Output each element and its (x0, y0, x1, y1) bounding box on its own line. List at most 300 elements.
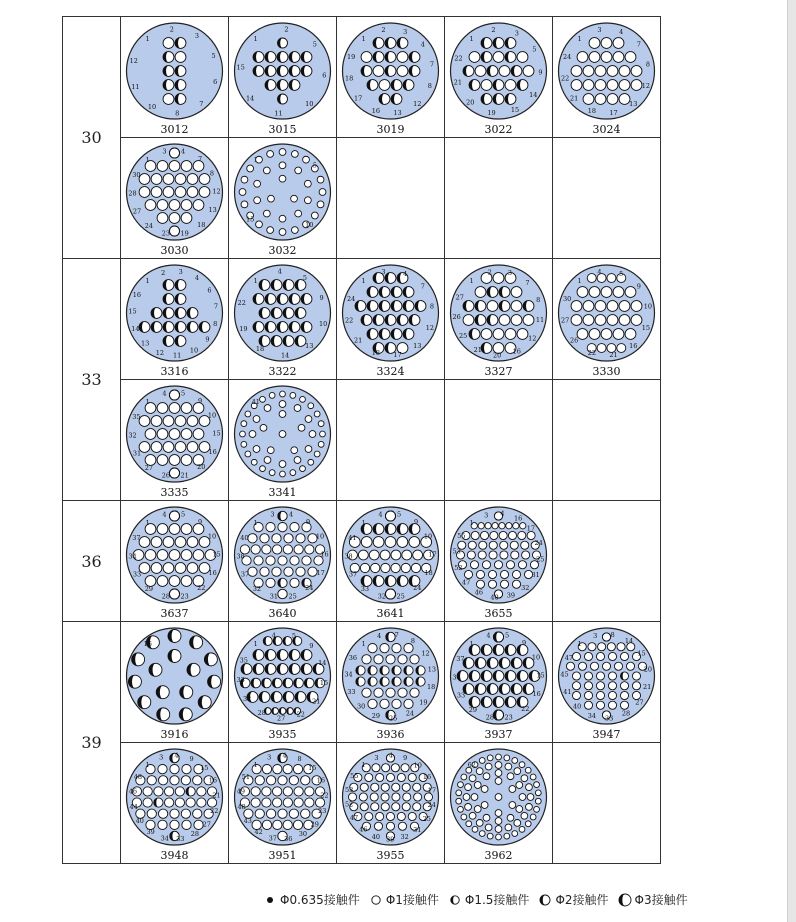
contact-number: 7 (636, 40, 641, 49)
contact-number: 21 (569, 94, 579, 103)
contact-number: 15 (245, 215, 255, 224)
contact (175, 294, 186, 305)
contact (163, 442, 174, 453)
contact (187, 416, 198, 427)
contact-number: 14 (624, 637, 634, 646)
connector-row (63, 259, 661, 380)
contact-number: 24 (346, 294, 356, 303)
contact (516, 806, 523, 813)
contact (301, 52, 312, 63)
contact (265, 664, 276, 675)
contact-number: 24 (413, 583, 422, 592)
connector-cell (337, 259, 445, 380)
contact-number: 24 (305, 583, 314, 592)
contact (471, 794, 478, 801)
contact (267, 151, 274, 158)
contact (397, 315, 408, 326)
contact-number: 10 (305, 220, 314, 229)
contact (283, 308, 294, 319)
contact-number: 16 (371, 106, 381, 115)
contact (577, 52, 588, 63)
contact (481, 786, 488, 793)
contact-number: 1 (361, 519, 366, 528)
contact (474, 782, 481, 789)
connector-face (235, 507, 331, 603)
contact (379, 287, 390, 298)
contact (193, 550, 204, 561)
contact-number: 3 (484, 511, 489, 520)
contact-number: 25 (396, 592, 405, 601)
contact (245, 451, 251, 457)
contact (373, 315, 384, 326)
contact-number: 9 (522, 639, 527, 648)
contact (368, 699, 377, 708)
contact (404, 677, 413, 686)
contact (505, 697, 516, 708)
contact-number: 4 (174, 751, 179, 760)
contact (308, 459, 314, 465)
contact (601, 52, 612, 63)
contact (499, 684, 510, 695)
contact (530, 774, 536, 780)
contact (284, 567, 293, 576)
empty-cell (553, 380, 661, 501)
contact-number: 9 (309, 642, 314, 651)
contact (619, 301, 630, 312)
contact-number: 40 (371, 832, 381, 841)
contact-number: 45 (560, 670, 569, 679)
contact (239, 189, 246, 196)
contact-number: 31 (413, 825, 422, 834)
contact-number: 1 (469, 277, 474, 286)
contact (187, 442, 198, 453)
contact (158, 820, 167, 829)
contact (254, 197, 261, 204)
contact (584, 672, 592, 680)
contact (469, 329, 480, 340)
contact-number: 46 (128, 787, 138, 796)
contact (505, 645, 516, 656)
contact-number: 21 (212, 791, 221, 800)
contact (277, 322, 288, 333)
contact (478, 523, 484, 529)
contact (169, 200, 180, 211)
contact (267, 447, 274, 454)
contact (476, 819, 483, 826)
contact (631, 80, 642, 91)
contact (169, 550, 180, 561)
contact (495, 762, 502, 769)
contact (495, 778, 502, 785)
contact (143, 787, 152, 796)
contact-number: 39 (506, 591, 515, 600)
contact-number: 17 (393, 350, 402, 359)
contact (493, 697, 504, 708)
contact (362, 655, 371, 664)
contact (291, 227, 298, 234)
contact (181, 776, 190, 785)
connector-3937 (445, 622, 552, 742)
legend (263, 891, 697, 908)
contact (303, 156, 310, 163)
contact-number: 9 (636, 282, 641, 291)
contact (487, 833, 493, 839)
contact (290, 392, 296, 398)
contact (289, 52, 300, 63)
contact (566, 662, 574, 670)
contact (411, 563, 420, 572)
part-number: 3330 (592, 365, 621, 378)
shell-size-label: 30 (81, 128, 102, 147)
contact (481, 343, 492, 354)
contact-number: 42 (254, 828, 263, 837)
contact (193, 776, 202, 785)
contact-number: 11 (535, 315, 545, 324)
contact (479, 831, 485, 837)
contact (512, 831, 518, 837)
contact (169, 455, 180, 466)
contact (495, 810, 502, 817)
contact (518, 561, 526, 569)
contact-number: 33 (456, 691, 466, 700)
contact (277, 664, 288, 675)
contact-number: 16 (208, 776, 218, 785)
contact-number: 3 (593, 632, 598, 641)
contact-number: 13 (208, 206, 217, 215)
contact (534, 806, 540, 812)
contact-number: 32 (521, 583, 530, 592)
contact (273, 765, 282, 774)
contact (283, 820, 292, 829)
contact (475, 287, 486, 298)
contact (260, 567, 269, 576)
contact (372, 764, 380, 772)
contact (260, 424, 267, 431)
contact (240, 431, 246, 437)
contact-number: 18 (255, 344, 265, 353)
contact (254, 556, 263, 565)
contact (187, 308, 198, 319)
contact (301, 776, 310, 785)
contact (290, 556, 299, 565)
contact-number: 11 (131, 82, 140, 91)
shell-size (63, 501, 121, 622)
contact (487, 287, 498, 298)
contact (385, 273, 396, 284)
contact-number: 7 (525, 279, 530, 288)
contact-number: 36 (348, 653, 358, 662)
contact-number: 16 (514, 514, 523, 523)
connector-row (63, 380, 661, 501)
contact-number: 14 (318, 658, 327, 667)
contact (163, 416, 174, 427)
contact (479, 758, 485, 764)
contact (265, 650, 276, 661)
contact (525, 821, 531, 827)
contact (402, 803, 410, 811)
contact (158, 776, 167, 785)
contact (157, 429, 168, 440)
contact (534, 782, 540, 788)
contact (253, 446, 260, 453)
contact-number: 28 (161, 592, 171, 601)
contact (608, 701, 616, 709)
contact (193, 429, 204, 440)
contact (359, 793, 367, 801)
contact-number: 47 (564, 653, 574, 662)
contact (376, 773, 384, 781)
contact (175, 563, 186, 574)
contact (169, 429, 180, 440)
contact (398, 688, 407, 697)
contact (380, 677, 389, 686)
contact-number: 7 (199, 99, 204, 108)
contact (391, 550, 401, 560)
contact (170, 820, 179, 829)
contact (607, 643, 615, 651)
contact-number: 1 (577, 277, 582, 286)
contact (494, 632, 504, 642)
contact (521, 775, 528, 782)
contact-number: 52 (344, 800, 354, 809)
contact (193, 200, 204, 211)
contact (499, 523, 505, 529)
contact (190, 636, 203, 649)
contact (272, 545, 281, 554)
contact (519, 826, 525, 832)
contact-number: 27 (455, 293, 464, 302)
contact (302, 556, 311, 565)
contact-number: 2 (161, 269, 166, 278)
contact (151, 416, 162, 427)
contact (475, 315, 486, 326)
contact (271, 336, 282, 347)
contact (505, 824, 512, 831)
contact-number: 7 (213, 302, 218, 311)
contact-number: 34 (587, 711, 597, 720)
contact (157, 200, 168, 211)
contact-number: 22 (560, 74, 570, 83)
contact (373, 66, 384, 77)
contact-number: 12 (155, 348, 165, 357)
contact (386, 589, 396, 599)
contact (597, 344, 606, 353)
contact-number: 16 (143, 640, 152, 649)
contact (197, 787, 206, 796)
connector-cell (121, 622, 229, 743)
contact (175, 80, 186, 91)
legend-contact (372, 895, 380, 903)
contact (625, 287, 636, 298)
contact (147, 809, 156, 818)
connector-3022 (445, 17, 552, 137)
contact (374, 655, 383, 664)
contact-number: 30 (132, 170, 141, 179)
contact (296, 567, 305, 576)
contact (279, 175, 286, 182)
contact (583, 301, 594, 312)
contact (181, 576, 192, 587)
contact (163, 322, 174, 333)
contact (151, 322, 162, 333)
contact (571, 301, 582, 312)
contact (251, 787, 260, 796)
contact-number: 33 (347, 687, 356, 696)
connector-cell (445, 17, 553, 138)
contact (608, 691, 616, 699)
contact (496, 834, 502, 840)
contact (355, 301, 366, 312)
contact (157, 213, 168, 224)
contact (287, 708, 294, 715)
contact (380, 666, 389, 675)
contact (163, 336, 174, 347)
connector-cell (445, 622, 553, 743)
contact (404, 699, 413, 708)
contact (505, 80, 516, 91)
contact (506, 561, 514, 569)
contact-number: 27 (144, 463, 154, 472)
contact (368, 677, 377, 686)
contact (262, 820, 271, 829)
contact (499, 66, 510, 77)
contact-number: 7 (394, 630, 399, 639)
contact (199, 187, 210, 198)
contact (262, 678, 272, 688)
connector-cell (229, 259, 337, 380)
contact-number: 1 (253, 156, 258, 165)
contact (253, 650, 264, 661)
contact (613, 52, 624, 63)
part-number: 3030 (160, 244, 189, 257)
contact-number: 4 (619, 28, 624, 37)
contact (392, 666, 401, 675)
contact-number: 11 (274, 109, 283, 118)
contact (465, 784, 472, 791)
contact-number: 5 (181, 389, 186, 398)
contact (164, 798, 173, 807)
contact (397, 576, 408, 587)
contact-number: 23 (161, 229, 171, 238)
contact (409, 537, 420, 548)
contact (481, 697, 492, 708)
contact-number: 8 (427, 82, 432, 91)
contact (397, 38, 408, 49)
contact (283, 678, 293, 688)
contact-number: 5 (505, 631, 510, 640)
contact (499, 315, 510, 326)
contact-number: 25 (422, 814, 431, 823)
contact (293, 765, 302, 774)
contact (187, 537, 198, 548)
contact (255, 809, 264, 818)
contact (488, 580, 496, 588)
connector-cell (229, 138, 337, 259)
contact-number: 3 (597, 26, 602, 35)
contact-number: 2 (491, 25, 496, 34)
contact (608, 652, 616, 660)
contact-number: 26 (161, 471, 171, 480)
contact (381, 783, 389, 791)
contact (413, 803, 421, 811)
contact (583, 315, 594, 326)
contact (511, 287, 522, 298)
contact (392, 803, 400, 811)
contact-number: 3 (514, 29, 519, 38)
contact (476, 768, 483, 775)
contact-number: 4 (388, 751, 393, 760)
contact (584, 652, 592, 660)
connector-cell (229, 501, 337, 622)
contact-number: 4 (486, 631, 491, 640)
contact-number: 3 (159, 753, 164, 762)
contact-number: 1 (145, 761, 150, 770)
contact (463, 794, 470, 801)
part-number: 3015 (268, 123, 297, 136)
contact-number: 32 (252, 584, 262, 593)
contact-number: 1 (145, 398, 150, 407)
connector-3951 (229, 743, 336, 863)
shell-size-label: 33 (81, 370, 102, 389)
contact-number: 16 (208, 448, 217, 457)
contact (304, 180, 311, 187)
contact (458, 806, 464, 812)
contact-number: 12 (212, 187, 221, 196)
contact (277, 650, 288, 661)
contact (278, 511, 287, 520)
connector-face (127, 23, 223, 119)
contact-number: 15 (637, 649, 646, 658)
contact (187, 322, 198, 333)
contact (488, 570, 496, 578)
contact-number: 19 (239, 324, 248, 333)
contact (608, 682, 616, 690)
contact-number: 23 (318, 806, 327, 815)
contact (619, 315, 630, 326)
connector-cell (553, 622, 661, 743)
contact (289, 322, 300, 333)
contact (614, 662, 622, 670)
contact (409, 66, 420, 77)
contact-number: 39 (146, 828, 155, 837)
scrollbar[interactable] (787, 0, 796, 922)
contact (496, 754, 502, 760)
contact (143, 798, 152, 807)
legend-contact (540, 895, 550, 905)
contact (169, 403, 180, 414)
contact (374, 822, 382, 830)
contact-number: 46 (359, 825, 368, 834)
contact (601, 329, 612, 340)
contact (294, 545, 303, 554)
contact (175, 798, 184, 807)
contact (480, 531, 488, 539)
contact (360, 803, 368, 811)
contact-number: 40 (490, 593, 499, 602)
contact-number: 34 (128, 552, 137, 561)
contact-number: 18 (344, 74, 354, 83)
contact (251, 459, 257, 465)
contact (391, 301, 402, 312)
connector-3015 (229, 17, 336, 137)
contact (198, 696, 211, 709)
contact-number: 28 (257, 709, 266, 718)
contact (145, 429, 156, 440)
contact (241, 421, 247, 427)
legend-symbol-icon (448, 893, 462, 907)
contact-number: 16 (316, 776, 326, 785)
contact (368, 666, 377, 675)
